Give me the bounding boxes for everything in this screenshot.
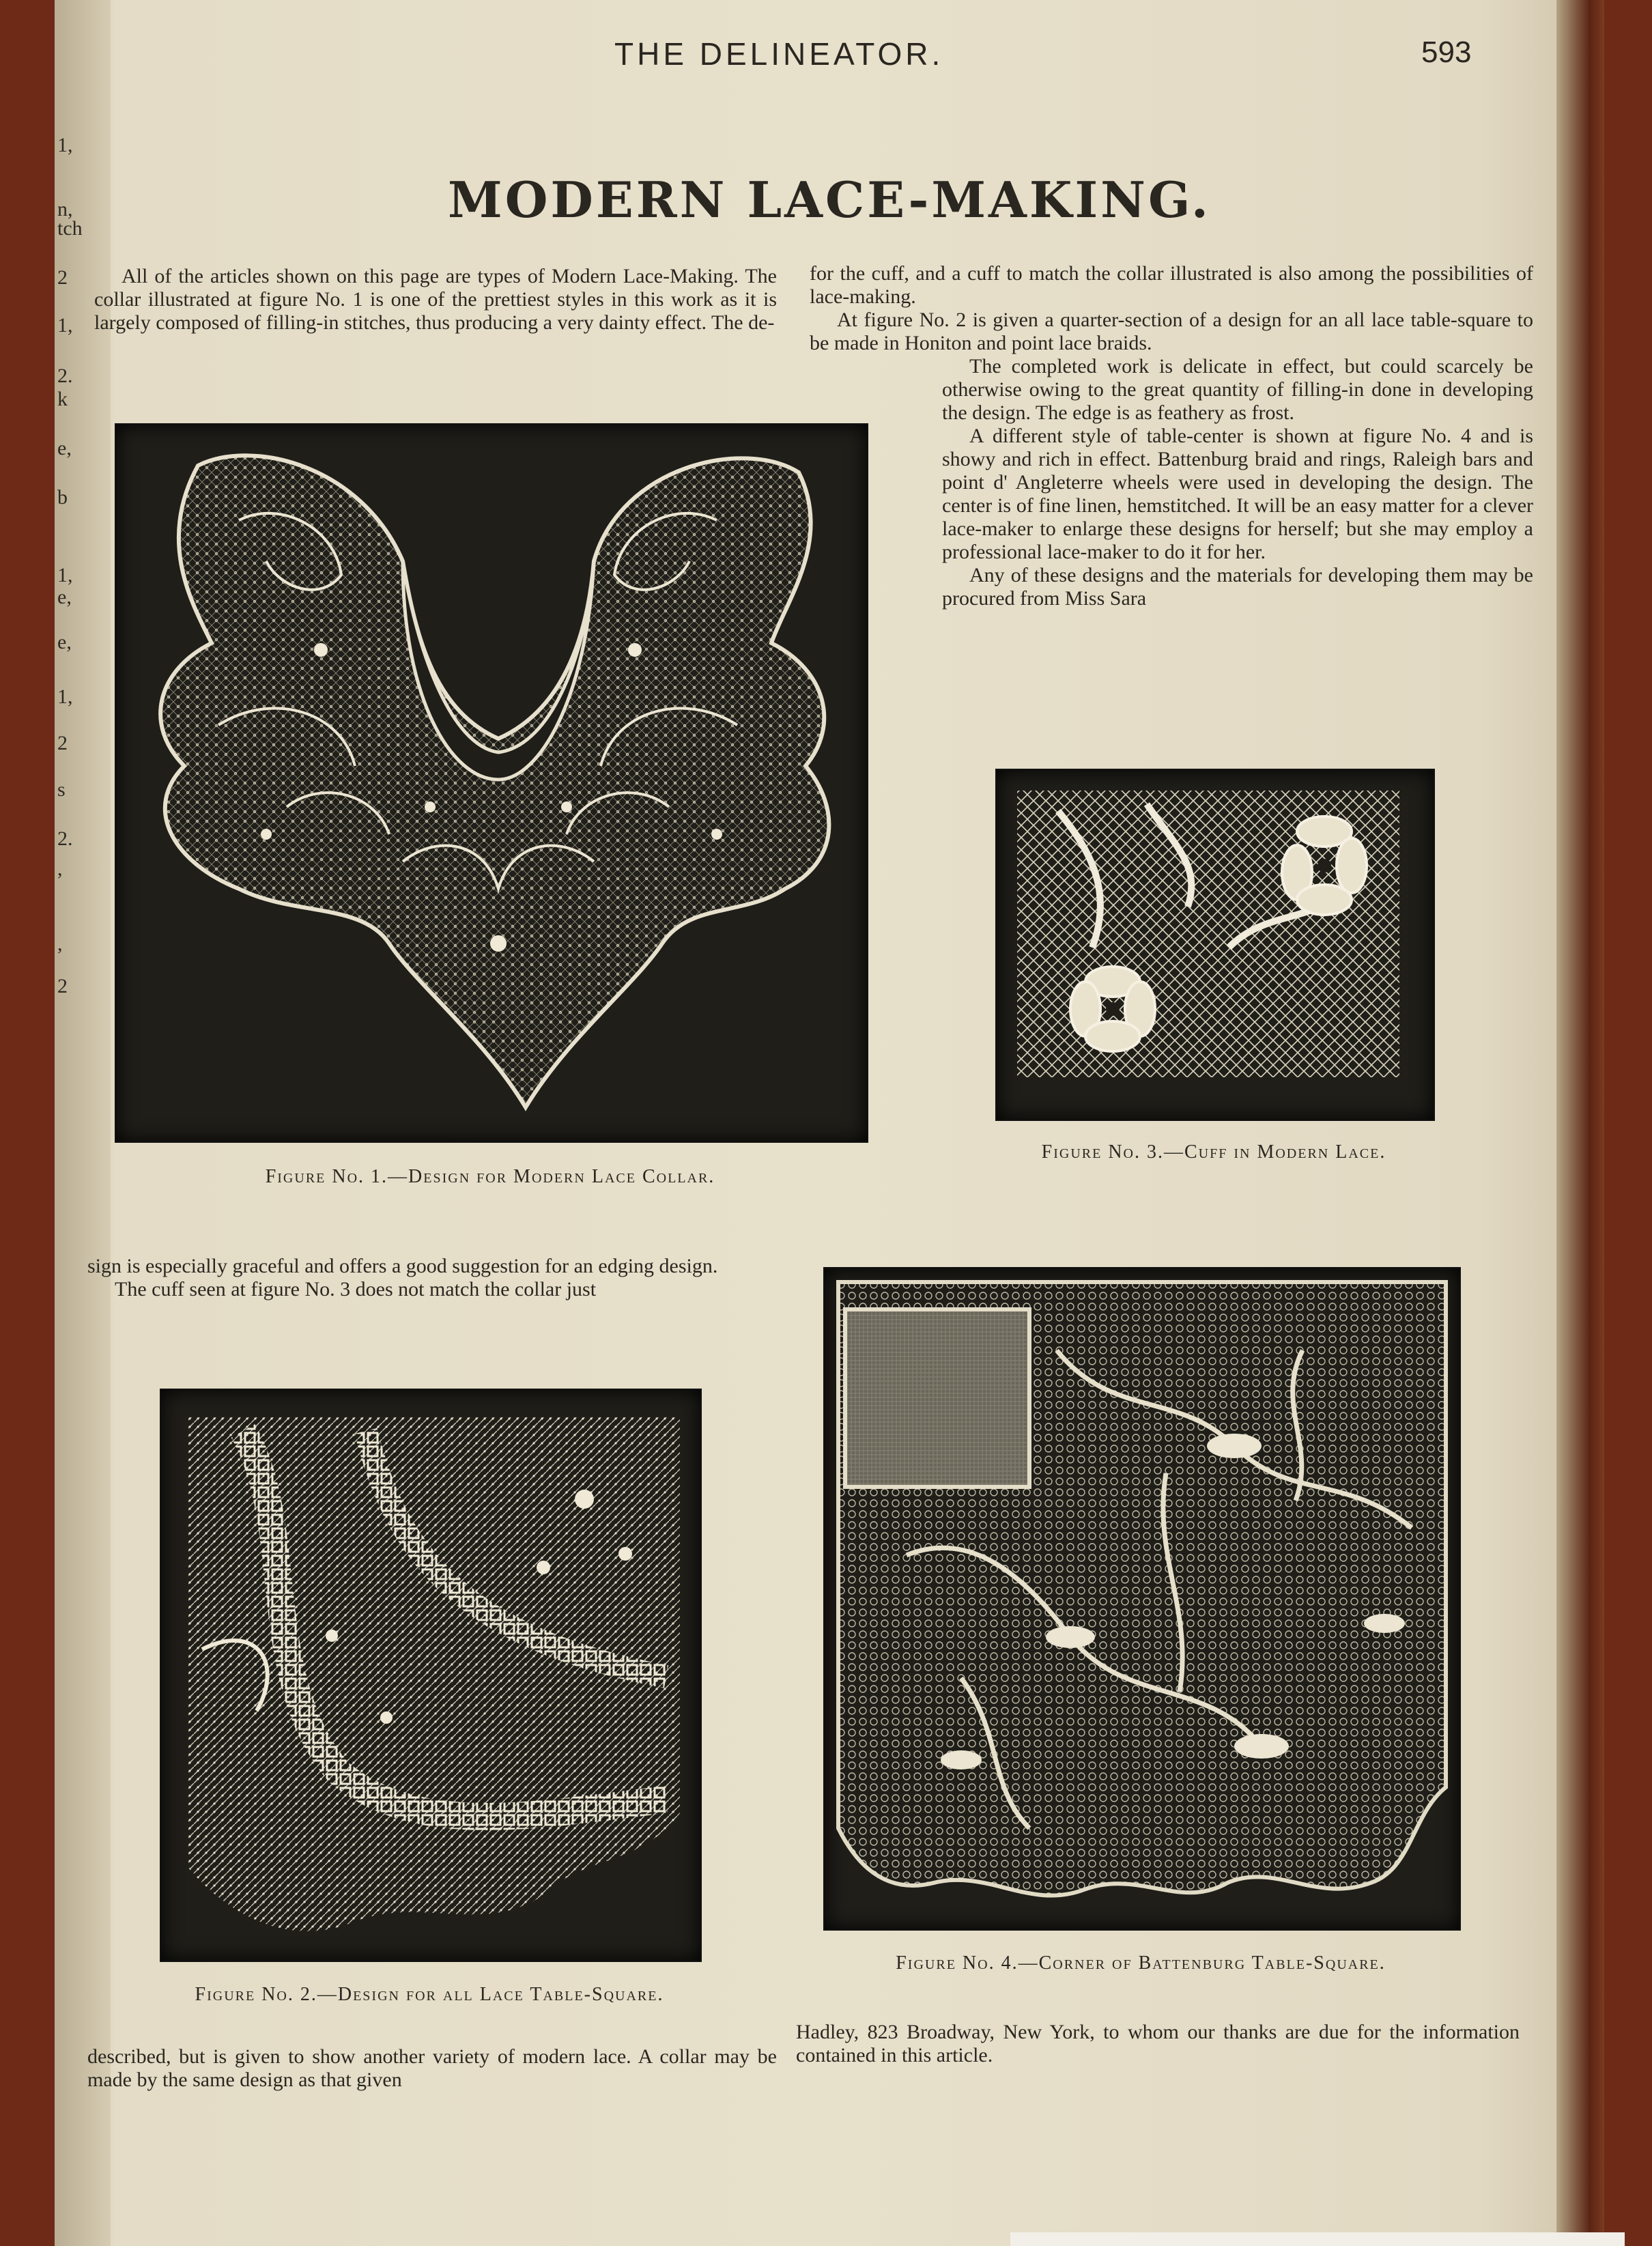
paragraph: sign is especially graceful and offers a good suggestion for an edging design. — [87, 1255, 718, 1277]
column-2-narrow — [942, 355, 1533, 610]
prev-page-fragment: s — [57, 778, 66, 801]
paragraph: All of the articles shown on this page are types of Modern Lace-Making. The collar illustrated at figure No. 1 is one of the prettiest styles in this work as it is largely composed of filling-in stitches, thus producing a very dainty effect. The de- — [94, 265, 777, 334]
prev-page-fragment: 2. — [57, 827, 73, 850]
figure-3-caption: Figure No. 3.—Cuff in Modern Lace. — [1041, 1141, 1386, 1163]
prev-page-fragment: k — [57, 388, 68, 410]
previous-page-edge — [55, 0, 111, 2246]
article-title: MODERN LACE-MAKING. — [448, 171, 1211, 229]
paragraph: described, but is given to show another variety of modern lace. A collar may be made by the same design as that given — [87, 2045, 777, 2091]
prev-page-fragment: tch — [57, 217, 83, 240]
running-header: THE DELINEATOR. — [614, 36, 944, 72]
paragraph: The cuff seen at figure No. 3 does not match the collar just — [115, 1278, 597, 1300]
prev-page-fragment: 2 — [57, 266, 68, 289]
lace-collar-illustration — [116, 425, 867, 1141]
column-1-top — [94, 265, 777, 335]
figure-4-caption: Figure No. 4.—Corner of Battenburg Table-Square. — [896, 1952, 1386, 1974]
lace-cuff-illustration — [997, 770, 1434, 1120]
paragraph: A different style of table-center is shown at figure No. 4 and is showy and rich in effect. Battenburg braid and rings, Raleigh bars and point d' Angleterre wheels were used in developing the design. The center is of fine linen, hemstitched. It will be an easy matter for a clever lace-maker to enlarge these designs for herself; but she may employ a professional lace-maker to do it for her. — [942, 425, 1533, 563]
figure-2-caption: Figure No. 2.—Design for all Lace Table-Square. — [195, 1984, 664, 2005]
figure-3-lace-cuff — [995, 769, 1435, 1121]
prev-page-fragment: 2 — [57, 732, 68, 754]
paragraph: for the cuff, and a cuff to match the collar illustrated is also among the possibilities of lace-making. — [810, 262, 1533, 308]
prev-page-fragment: 1, — [57, 564, 73, 586]
battenburg-illustration — [825, 1268, 1459, 1929]
column-1-bottom — [87, 2045, 777, 2092]
prev-page-fragment: 1, — [57, 314, 73, 337]
page-number: 593 — [1421, 35, 1472, 69]
paragraph: At figure No. 2 is given a quarter-section of a design for an all lace table-square to be made in Honiton and point lace braids. — [810, 309, 1533, 354]
figure-1-caption: Figure No. 1.—Design for Modern Lace Collar. — [265, 1166, 715, 1187]
paragraph: The completed work is delicate in effect, but could scarcely be otherwise owing to the great quantity of filling-in done in developing the design. The edge is as feathery as frost. — [942, 355, 1533, 424]
figure-4-battenburg-corner — [823, 1267, 1461, 1931]
figure-1-lace-collar — [115, 423, 868, 1143]
prev-page-fragment: 2 — [57, 975, 68, 997]
column-2-bottom — [796, 2021, 1520, 2067]
prev-page-fragment: e, — [57, 437, 72, 459]
magazine-page — [55, 0, 1604, 2246]
table-square-illustration — [161, 1390, 700, 1961]
prev-page-fragment: b — [57, 486, 68, 509]
prev-page-fragment: , — [57, 933, 63, 955]
paragraph: Any of these designs and the materials for developing them may be procured from Miss Sara — [942, 564, 1533, 610]
figure-2-lace-table-square — [160, 1389, 702, 1962]
prev-page-fragment: 1, — [57, 685, 73, 708]
paragraph: Hadley, 823 Broadway, New York, to whom our thanks are due for the information contained in this article. — [796, 2021, 1520, 2066]
scan-background — [1010, 2232, 1625, 2246]
prev-page-fragment: e, — [57, 586, 72, 608]
binding-edge — [1556, 0, 1604, 2246]
column-2-top — [810, 262, 1533, 355]
column-1-middle — [87, 1255, 777, 1301]
prev-page-fragment: e, — [57, 631, 72, 653]
prev-page-fragment: 2. — [57, 365, 73, 387]
prev-page-fragment: n, — [57, 198, 73, 221]
prev-page-fragment: , — [57, 857, 63, 880]
prev-page-fragment: 1, — [57, 134, 73, 156]
